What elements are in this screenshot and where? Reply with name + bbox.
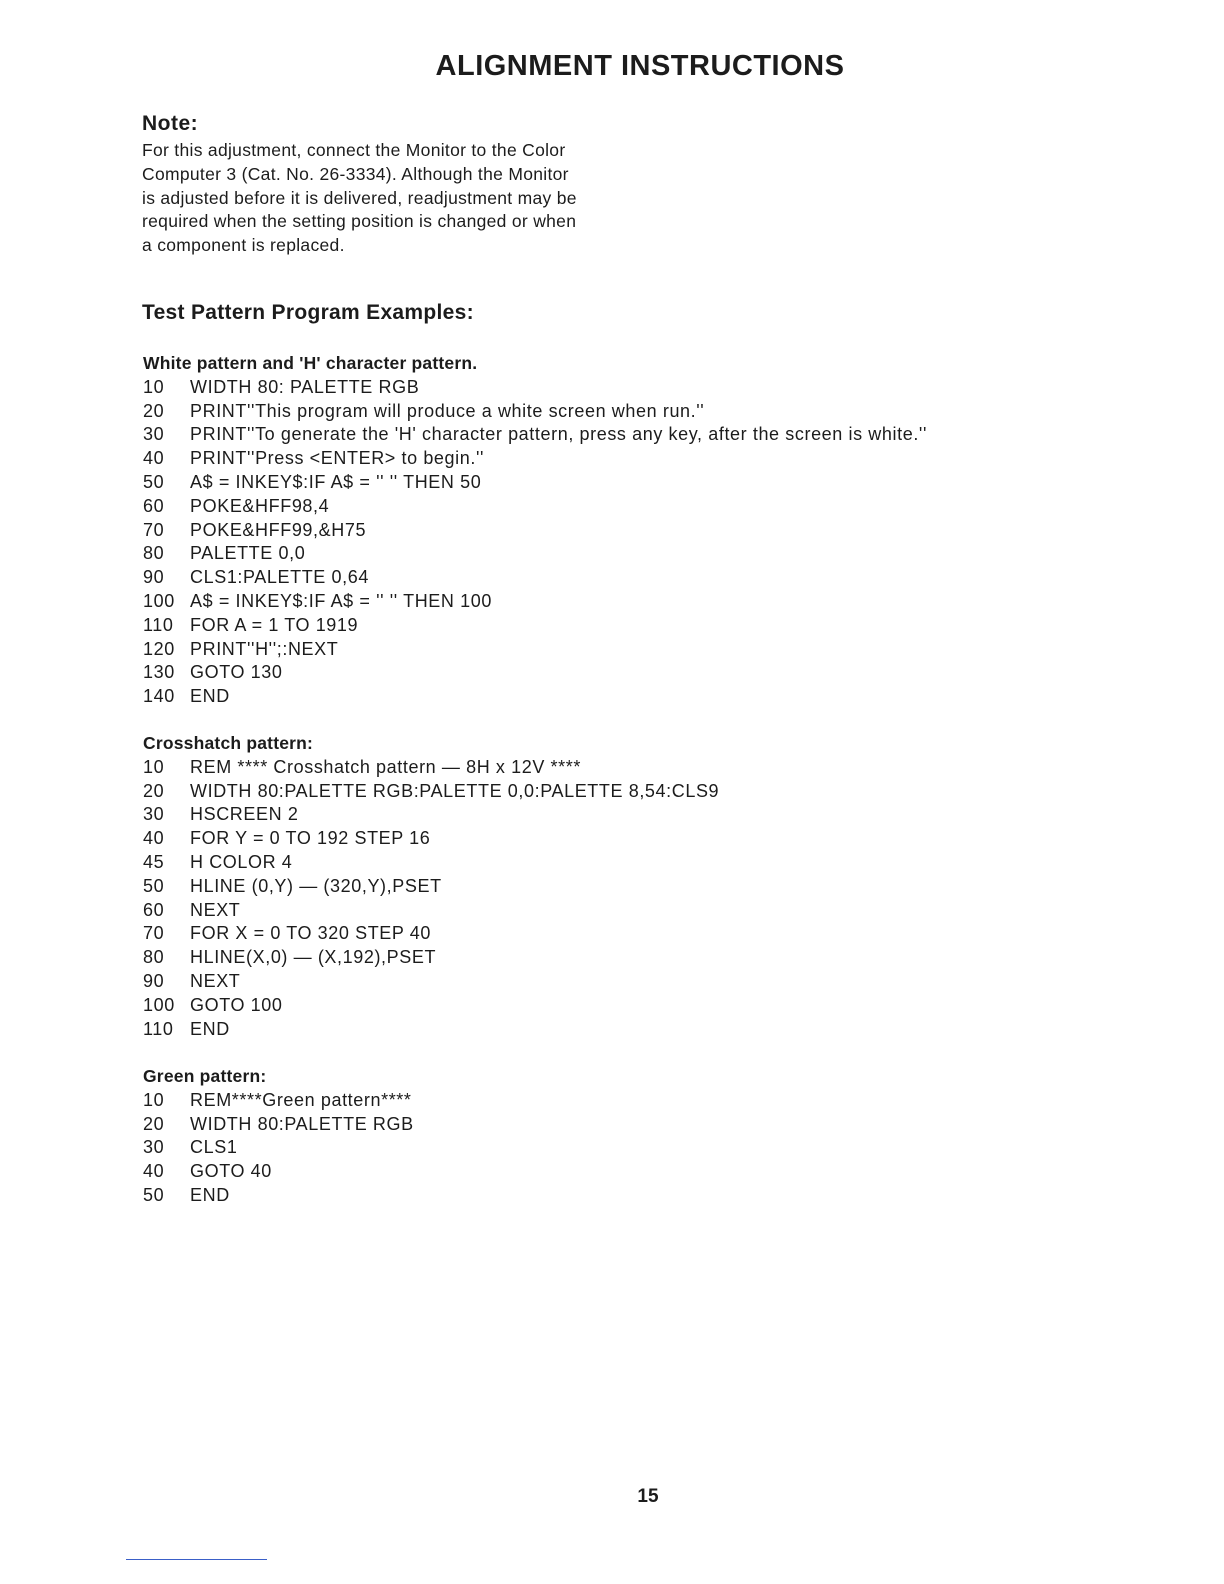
line-number: 10: [143, 376, 165, 397]
line-code: NEXT: [190, 970, 241, 991]
code-line: [143, 447, 485, 471]
line-number: 90: [143, 970, 165, 991]
line-code: PRINT''Press <ENTER> to begin.'': [190, 448, 485, 469]
line-number: 90: [143, 567, 165, 588]
line-code: REM **** Crosshatch pattern — 8H x 12V ****: [190, 756, 581, 777]
line-code: PALETTE 0,0: [190, 543, 306, 564]
crosshatch-pattern-program: [143, 732, 720, 1041]
line-number: 10: [143, 1089, 165, 1110]
line-code: END: [190, 686, 230, 707]
line-number: 40: [143, 1161, 165, 1182]
note-line: is adjusted before it is delivered, readjustment may be: [142, 187, 577, 208]
line-code: GOTO 40: [190, 1161, 272, 1182]
line-number: 130: [143, 662, 175, 683]
line-code: GOTO 100: [190, 994, 283, 1015]
program-heading: Green pattern:: [143, 1066, 267, 1086]
line-number: 40: [143, 448, 165, 469]
code-listing: [143, 376, 927, 709]
line-number: 10: [143, 756, 165, 777]
line-number: 30: [143, 804, 165, 825]
line-code: REM****Green pattern****: [190, 1089, 412, 1110]
line-code: CLS1:PALETTE 0,64: [190, 567, 369, 588]
line-number: 20: [143, 780, 165, 801]
line-code: WIDTH 80: PALETTE RGB: [190, 376, 420, 397]
code-line: [143, 661, 477, 685]
code-line: [143, 1018, 313, 1042]
code-line: [143, 1113, 414, 1137]
code-line: [143, 685, 477, 709]
section-heading: Test Pattern Program Examples:: [142, 301, 474, 324]
code-line: [143, 994, 313, 1018]
code-line: [143, 970, 313, 994]
code-listing: [143, 1089, 414, 1208]
note-heading: Note:: [142, 112, 199, 135]
line-code: A$ = INKEY$:IF A$ = '' '' THEN 50: [190, 471, 482, 492]
page-title: ALIGNMENT INSTRUCTIONS: [435, 50, 845, 82]
line-code: FOR Y = 0 TO 192 STEP 16: [190, 828, 431, 849]
note-line: required when the setting position is changed or when: [142, 211, 577, 232]
line-number: 140: [143, 686, 175, 707]
line-number: 60: [143, 899, 165, 920]
code-line: [143, 827, 431, 851]
code-line: [143, 423, 927, 447]
line-number: 100: [143, 994, 175, 1015]
code-line: [143, 614, 477, 638]
line-number: 70: [143, 923, 165, 944]
line-code: CLS1: [190, 1137, 238, 1158]
line-code: PRINT''H'';:NEXT: [190, 638, 339, 659]
line-code: GOTO 130: [190, 662, 283, 683]
line-number: 110: [143, 614, 174, 635]
line-code: POKE&HFF98,4: [190, 495, 330, 516]
code-line: [143, 566, 477, 590]
code-line: [143, 1089, 412, 1113]
code-line: [143, 756, 581, 780]
program-heading: White pattern and 'H' character pattern.: [143, 353, 478, 373]
line-code: HLINE (0,Y) — (320,Y),PSET: [190, 875, 442, 896]
line-code: A$ = INKEY$:IF A$ = '' '' THEN 100: [190, 590, 492, 611]
line-code: END: [190, 1018, 230, 1039]
line-code: HSCREEN 2: [190, 804, 299, 825]
code-line: [143, 803, 313, 827]
line-number: 20: [143, 400, 165, 421]
line-code: PRINT''To generate the 'H' character pattern, press any key, after the screen is white.'': [190, 424, 927, 445]
line-number: 45: [143, 851, 165, 872]
line-number: 50: [143, 1184, 165, 1205]
line-number: 30: [143, 1137, 165, 1158]
code-listing: [143, 756, 720, 1042]
line-number: 50: [143, 471, 165, 492]
line-code: POKE&HFF99,&H75: [190, 519, 367, 540]
line-code: WIDTH 80:PALETTE RGB: [190, 1113, 414, 1134]
code-line: [143, 519, 477, 543]
line-number: 120: [143, 638, 175, 659]
code-line: [143, 1160, 272, 1184]
line-number: 20: [143, 1113, 165, 1134]
line-number: 60: [143, 495, 165, 516]
line-code: FOR X = 0 TO 320 STEP 40: [190, 923, 432, 944]
code-line: [143, 899, 313, 923]
code-line: [143, 495, 477, 519]
line-number: 70: [143, 519, 165, 540]
line-code: PRINT''This program will produce a white screen when run.'': [190, 400, 705, 421]
code-line: [143, 471, 482, 495]
note-line: a component is replaced.: [142, 235, 345, 256]
line-code: END: [190, 1184, 230, 1205]
line-code: WIDTH 80:PALETTE RGB:PALETTE 0,0:PALETTE 8,54:CLS9: [190, 780, 720, 801]
line-number: 100: [143, 590, 175, 611]
code-line: [143, 780, 720, 804]
code-line: [143, 1136, 266, 1160]
line-code: HLINE(X,0) — (X,192),PSET: [190, 947, 437, 968]
line-number: 30: [143, 424, 165, 445]
code-line: [143, 542, 477, 566]
code-line: [143, 400, 705, 424]
line-number: 80: [143, 947, 165, 968]
line-number: 50: [143, 875, 165, 896]
code-line: [143, 376, 477, 400]
program-heading: Crosshatch pattern:: [143, 733, 314, 753]
code-line: [143, 946, 437, 970]
line-code: NEXT: [190, 899, 241, 920]
line-code: H COLOR 4: [190, 851, 293, 872]
code-line: [143, 922, 432, 946]
line-code: FOR A = 1 TO 1919: [190, 614, 359, 635]
white-pattern-program: [143, 352, 927, 709]
code-line: [143, 851, 313, 875]
code-line: [143, 638, 477, 662]
page-number: 15: [637, 1486, 659, 1507]
note-line: For this adjustment, connect the Monitor to the Color: [142, 140, 566, 160]
note-line: Computer 3 (Cat. No. 26-3334). Although the Monitor: [142, 163, 569, 184]
line-number: 80: [143, 543, 165, 564]
code-line: [143, 1184, 266, 1208]
note-body: [142, 139, 632, 258]
code-line: [143, 590, 492, 614]
line-number: 110: [143, 1018, 174, 1039]
green-pattern-program: [143, 1065, 414, 1208]
footer-rule: [126, 1559, 267, 1560]
code-line: [143, 875, 442, 899]
line-number: 40: [143, 828, 165, 849]
